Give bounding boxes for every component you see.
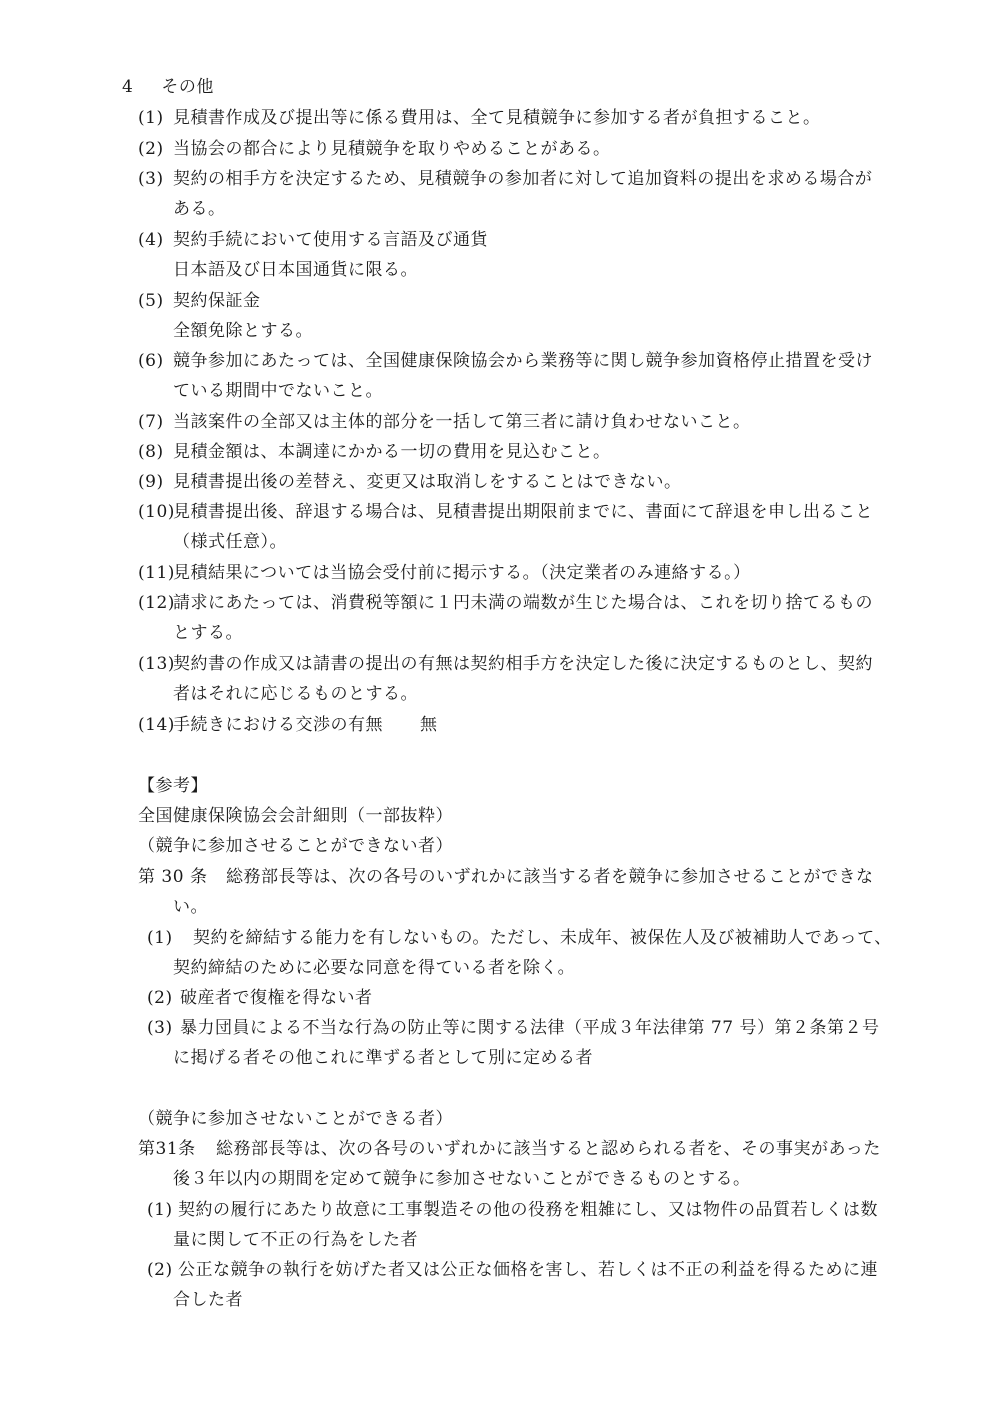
clause-text: 暴力団員による不当な行為の防止等に関する法律（平成３年法律第 77 号）第２条第２号 [180, 1018, 880, 1038]
section-number: 4 [122, 77, 134, 97]
clause-text: 契約を締結する能力を有しないもの。ただし、未成年、被保佐人及び被補助人であって、 [193, 928, 892, 948]
list-item-number: (9) [138, 472, 164, 492]
list-item-number: (6) [138, 351, 164, 371]
list-item-text: 見積金額は、本調達にかかる一切の費用を見込むこと。 [173, 442, 611, 462]
list-item-number: (1) [138, 108, 164, 128]
list-item-text: 当該案件の全部又は主体的部分を一括して第三者に請け負わせないこと。 [173, 412, 751, 432]
clause-text-cont: 合した者 [173, 1290, 243, 1310]
list-item-text: 競争参加にあたっては、全国健康保険協会から業務等に関し競争参加資格停止措置を受け [173, 351, 873, 371]
list-item-number: (14) [138, 715, 175, 735]
clause-text-cont: 量に関して不正の行為をした者 [173, 1230, 418, 1250]
clause-number: (1) [147, 1200, 173, 1220]
list-item-text-cont: ている期間中でないこと。 [173, 381, 383, 401]
list-item-text: 当協会の都合により見積競争を取りやめることがある。 [173, 139, 611, 159]
article-text-cont: 後３年以内の期間を定めて競争に参加させないことができるものとする。 [173, 1169, 751, 1189]
clause-text: 破産者で復権を得ない者 [180, 988, 373, 1008]
clause-text: 契約の履行にあたり故意に工事製造その他の役務を粗雑にし、又は物件の品質若しくは数 [178, 1200, 878, 1220]
reference-source: 全国健康保険協会会計細則（一部抜粋） [138, 806, 453, 826]
reference-heading: 【参考】 [138, 776, 208, 796]
article-text: 総務部長等は、次の各号のいずれかに該当する者を競争に参加させることができな [226, 867, 874, 887]
list-item-number: (2) [138, 139, 164, 159]
list-item-text: 請求にあたっては、消費税等額に１円未満の端数が生じた場合は、これを切り捨てるもの [173, 593, 873, 613]
list-item-text-cont: （様式任意）。 [173, 532, 287, 552]
list-item-value: 無 [420, 715, 438, 735]
clause-text-cont: 契約締結のために必要な同意を得ている者を除く。 [173, 958, 576, 978]
list-item-text: 見積書作成及び提出等に係る費用は、全て見積競争に参加する者が負担すること。 [173, 108, 821, 128]
list-item-number: (5) [138, 291, 164, 311]
article-text: 総務部長等は、次の各号のいずれかに該当すると認められる者を、その事実があった [216, 1139, 881, 1159]
clause-text-cont: に掲げる者その他これに準ずる者として別に定める者 [173, 1048, 593, 1068]
list-item-number: (8) [138, 442, 164, 462]
list-item-text: 見積書提出後、辞退する場合は、見積書提出期限前までに、書面にて辞退を申し出ること [173, 502, 873, 522]
clause-text: 公正な競争の執行を妨げた者又は公正な価格を害し、若しくは不正の利益を得るために連 [178, 1260, 878, 1280]
list-item-number: (7) [138, 412, 164, 432]
list-item-number: (10) [138, 502, 175, 522]
section-heading [122, 76, 214, 98]
list-item-text: 契約書の作成又は請書の提出の有無は契約相手方を決定した後に決定するものとし、契約 [173, 654, 873, 674]
list-item-text-cont: ある。 [173, 199, 226, 219]
article-text-cont: い。 [173, 897, 208, 917]
clause-number: (1) [147, 928, 173, 948]
article-label: 第 30 条 [138, 867, 208, 887]
list-item-text: 契約手続において使用する言語及び通貨 [173, 230, 488, 250]
list-item-text-cont: とする。 [173, 623, 243, 643]
list-item-text-cont: 日本語及び日本国通貨に限る。 [173, 260, 418, 280]
list-item-text: 契約保証金 [173, 291, 261, 311]
list-item-number: (4) [138, 230, 164, 250]
list-item-number: (13) [138, 654, 175, 674]
clause-number: (2) [147, 988, 173, 1008]
list-item-text: 手続きにおける交渉の有無 [173, 715, 383, 735]
list-item-number: (12) [138, 593, 175, 613]
list-item-text: 見積結果については当協会受付前に掲示する。（決定業者のみ連絡する。） [173, 563, 751, 583]
article-caption: （競争に参加させることができない者） [138, 836, 453, 856]
list-item-number: (3) [138, 169, 164, 189]
article-caption: （競争に参加させないことができる者） [138, 1109, 453, 1129]
article-label: 第31条 [138, 1139, 196, 1159]
list-item-text-cont: 者はそれに応じるものとする。 [173, 684, 418, 704]
list-item-text-cont: 全額免除とする。 [173, 321, 313, 341]
clause-number: (3) [147, 1018, 173, 1038]
list-item-text: 見積書提出後の差替え、変更又は取消しをすることはできない。 [173, 472, 682, 492]
list-item-text: 契約の相手方を決定するため、見積競争の参加者に対して追加資料の提出を求める場合が [173, 169, 873, 189]
list-item-number: (11) [138, 563, 175, 583]
section-title: その他 [161, 77, 214, 97]
clause-number: (2) [147, 1260, 173, 1280]
